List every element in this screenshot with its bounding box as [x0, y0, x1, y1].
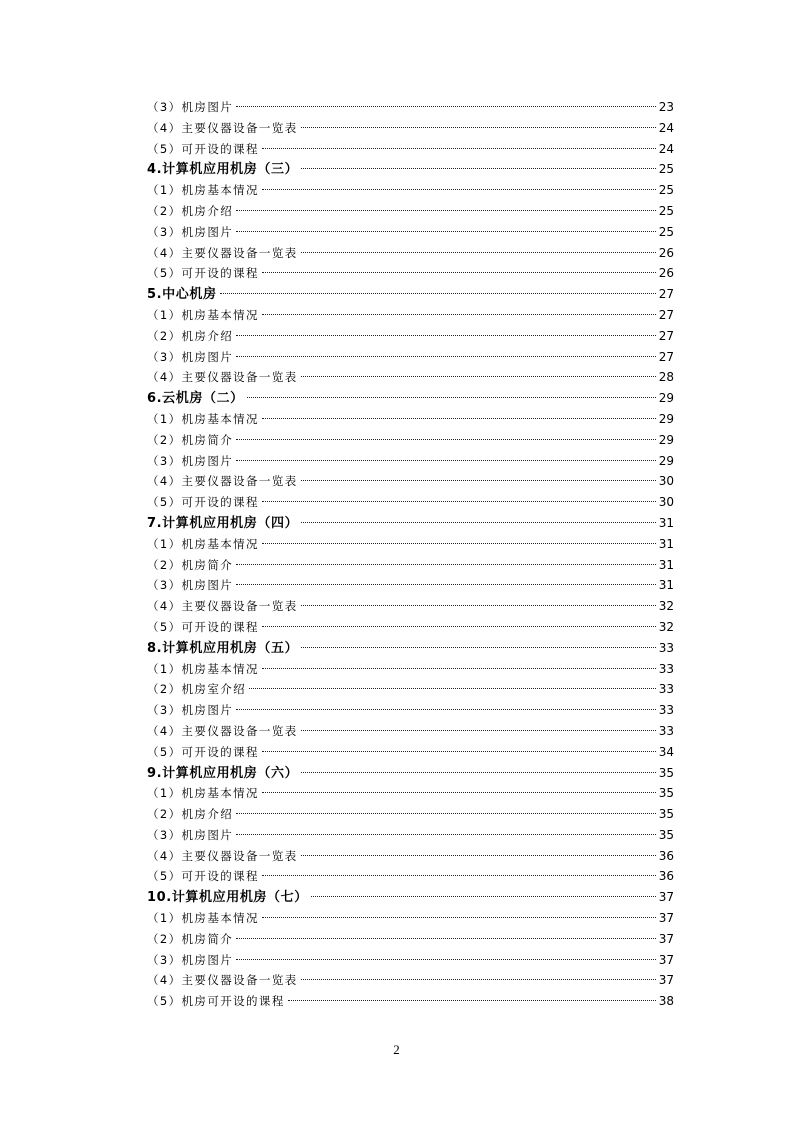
toc-entry-page-number: 31 — [658, 578, 674, 593]
toc-entry-page-number: 36 — [658, 848, 674, 863]
toc-subsection-entry[interactable] — [147, 222, 674, 243]
toc-dot-leader — [247, 397, 656, 398]
toc-entry-label: （5）可开设的课程 — [147, 744, 259, 759]
toc-entry-label: （3）机房图片 — [147, 827, 234, 842]
toc-entry-label: （3）机房图片 — [147, 703, 234, 718]
toc-entry-page-number: 27 — [658, 287, 674, 302]
toc-entry-label: （5）可开设的课程 — [147, 619, 259, 634]
toc-subsection-entry[interactable] — [147, 555, 674, 576]
toc-entry-page-number: 29 — [658, 432, 674, 447]
toc-dot-leader — [301, 522, 656, 523]
toc-entry-label: （4）主要仪器设备一览表 — [147, 599, 298, 614]
toc-entry-label: （1）机房基本情况 — [147, 411, 259, 426]
toc-dot-leader — [236, 813, 656, 814]
toc-entry-label: （2）机房简介 — [147, 557, 234, 572]
toc-dot-leader — [301, 855, 656, 856]
toc-dot-leader — [262, 501, 656, 502]
toc-section-entry[interactable] — [147, 388, 674, 409]
toc-entry-label: （3）机房图片 — [147, 100, 234, 114]
toc-dot-leader — [262, 314, 656, 315]
toc-entry-page-number: 35 — [658, 807, 674, 822]
toc-entry-label: 6.云机房（二） — [147, 391, 244, 407]
toc-subsection-entry[interactable] — [147, 929, 674, 950]
toc-entry-label: （3）机房图片 — [147, 578, 234, 593]
toc-entry-page-number: 29 — [658, 391, 674, 406]
toc-entry-label: （5）可开设的课程 — [147, 266, 259, 281]
toc-entry-label: （3）机房图片 — [147, 349, 234, 364]
toc-section-entry[interactable] — [147, 763, 674, 784]
toc-entry-page-number: 36 — [658, 869, 674, 884]
toc-subsection-entry[interactable] — [147, 991, 674, 1012]
page-number: 2 — [393, 1042, 400, 1057]
toc-entry-page-number: 32 — [658, 619, 674, 634]
toc-subsection-entry[interactable] — [147, 575, 674, 596]
toc-entry-page-number: 29 — [658, 411, 674, 426]
toc-entry-label: （4）主要仪器设备一览表 — [147, 723, 298, 738]
toc-entry-page-number: 33 — [658, 703, 674, 718]
toc-subsection-entry[interactable] — [147, 866, 674, 887]
toc-entry-page-number: 29 — [658, 453, 674, 468]
toc-dot-leader — [301, 772, 656, 773]
toc-dot-leader — [249, 688, 656, 689]
toc-subsection-entry[interactable] — [147, 908, 674, 929]
toc-entry-label: （5）可开设的课程 — [147, 869, 259, 884]
toc-entry-label: （3）机房图片 — [147, 952, 234, 967]
toc-subsection-entry[interactable] — [147, 263, 674, 284]
toc-entry-page-number: 37 — [658, 911, 674, 926]
toc-subsection-entry[interactable] — [147, 679, 674, 700]
toc-dot-leader — [262, 792, 656, 793]
toc-entry-page-number: 31 — [658, 557, 674, 572]
toc-entry-label: 9.计算机应用机房（六） — [147, 765, 299, 781]
toc-entry-page-number: 24 — [658, 141, 674, 156]
toc-entry-page-number: 37 — [658, 952, 674, 967]
toc-subsection-entry[interactable] — [147, 721, 674, 742]
toc-entry-label: （4）主要仪器设备一览表 — [147, 245, 298, 260]
toc-section-entry[interactable] — [147, 638, 674, 659]
toc-dot-leader — [236, 210, 656, 211]
toc-dot-leader — [236, 834, 656, 835]
toc-entry-label: 5.中心机房 — [147, 287, 217, 303]
toc-dot-leader — [262, 418, 656, 419]
toc-subsection-entry[interactable] — [147, 367, 674, 388]
toc-subsection-entry[interactable] — [147, 409, 674, 430]
toc-dot-leader — [262, 751, 656, 752]
toc-subsection-entry[interactable] — [147, 700, 674, 721]
toc-dot-leader — [236, 938, 656, 939]
toc-entry-page-number: 33 — [658, 723, 674, 738]
toc-dot-leader — [236, 231, 656, 232]
toc-subsection-entry[interactable] — [147, 783, 674, 804]
toc-subsection-entry[interactable] — [147, 305, 674, 326]
toc-subsection-entry[interactable] — [147, 347, 674, 368]
toc-entry-label: （1）机房基本情况 — [147, 911, 259, 926]
toc-dot-leader — [301, 480, 656, 481]
toc-section-entry[interactable] — [147, 284, 674, 305]
toc-entry-label: （2）机房简介 — [147, 432, 234, 447]
toc-entry-page-number: 27 — [658, 349, 674, 364]
toc-dot-leader — [262, 626, 656, 627]
toc-subsection-entry[interactable] — [147, 596, 674, 617]
toc-dot-leader — [262, 543, 656, 544]
toc-subsection-entry[interactable] — [147, 139, 674, 160]
toc-dot-leader — [236, 460, 656, 461]
toc-dot-leader — [301, 168, 656, 169]
toc-entry-label: （1）机房基本情况 — [147, 536, 259, 551]
toc-dot-leader — [236, 335, 656, 336]
toc-dot-leader — [220, 293, 656, 294]
toc-entry-page-number: 35 — [658, 765, 674, 780]
toc-section-entry[interactable] — [147, 513, 674, 534]
toc-entry-page-number: 25 — [658, 224, 674, 239]
toc-dot-leader — [301, 376, 656, 377]
toc-entry-page-number: 23 — [658, 100, 674, 114]
toc-entry-label: （4）主要仪器设备一览表 — [147, 370, 298, 385]
toc-entry-page-number: 31 — [658, 515, 674, 530]
toc-entry-page-number: 25 — [658, 162, 674, 177]
toc-dot-leader — [301, 605, 656, 606]
toc-entry-page-number: 30 — [658, 495, 674, 510]
toc-section-entry[interactable] — [147, 159, 674, 180]
toc-entry-page-number: 33 — [658, 661, 674, 676]
toc-entry-page-number: 35 — [658, 786, 674, 801]
toc-dot-leader — [262, 148, 656, 149]
toc-section-entry[interactable] — [147, 887, 674, 908]
toc-entry-page-number: 30 — [658, 474, 674, 489]
toc-dot-leader — [301, 647, 656, 648]
toc-dot-leader — [262, 668, 656, 669]
toc-subsection-entry[interactable] — [147, 201, 674, 222]
toc-dot-leader — [236, 709, 656, 710]
toc-dot-leader — [301, 127, 656, 128]
toc-subsection-entry[interactable] — [147, 118, 674, 139]
toc-entry-page-number: 35 — [658, 827, 674, 842]
toc-entry-label: （2）机房介绍 — [147, 203, 234, 218]
toc-dot-leader — [236, 106, 656, 107]
toc-entry-page-number: 31 — [658, 536, 674, 551]
toc-dot-leader — [262, 189, 656, 190]
toc-subsection-entry[interactable] — [147, 326, 674, 347]
toc-dot-leader — [262, 917, 656, 918]
toc-entry-page-number: 27 — [658, 307, 674, 322]
table-of-contents — [147, 97, 674, 1012]
toc-dot-leader — [236, 564, 656, 565]
toc-subsection-entry[interactable] — [147, 430, 674, 451]
toc-entry-label: （2）机房简介 — [147, 931, 234, 946]
toc-dot-leader — [301, 979, 656, 980]
toc-subsection-entry[interactable] — [147, 492, 674, 513]
toc-dot-leader — [236, 356, 656, 357]
toc-entry-label: （5）机房可开设的课程 — [147, 994, 285, 1009]
toc-entry-page-number: 24 — [658, 120, 674, 135]
toc-subsection-entry[interactable] — [147, 617, 674, 638]
toc-entry-page-number: 26 — [658, 245, 674, 260]
toc-dot-leader — [301, 252, 656, 253]
toc-dot-leader — [288, 1000, 656, 1001]
toc-dot-leader — [301, 730, 656, 731]
toc-entry-label: （4）主要仪器设备一览表 — [147, 474, 298, 489]
toc-entry-page-number: 37 — [658, 931, 674, 946]
toc-entry-label: （3）机房图片 — [147, 453, 234, 468]
toc-entry-page-number: 33 — [658, 682, 674, 697]
toc-entry-page-number: 37 — [658, 973, 674, 988]
toc-entry-page-number: 34 — [658, 744, 674, 759]
toc-subsection-entry[interactable] — [147, 804, 674, 825]
toc-dot-leader — [262, 875, 656, 876]
toc-entry-label: （2）机房室介绍 — [147, 682, 247, 697]
toc-subsection-entry[interactable] — [147, 825, 674, 846]
toc-entry-label: （1）机房基本情况 — [147, 786, 259, 801]
toc-entry-label: （4）主要仪器设备一览表 — [147, 120, 298, 135]
toc-subsection-entry[interactable] — [147, 243, 674, 264]
toc-subsection-entry[interactable] — [147, 471, 674, 492]
toc-dot-leader — [311, 896, 656, 897]
toc-dot-leader — [236, 959, 656, 960]
toc-entry-label: （1）机房基本情况 — [147, 183, 259, 198]
toc-dot-leader — [262, 272, 656, 273]
toc-entry-label: （5）可开设的课程 — [147, 495, 259, 510]
toc-entry-page-number: 28 — [658, 370, 674, 385]
toc-subsection-entry[interactable] — [147, 846, 674, 867]
toc-entry-page-number: 32 — [658, 599, 674, 614]
toc-dot-leader — [236, 584, 656, 585]
toc-entry-label: （1）机房基本情况 — [147, 307, 259, 322]
toc-entry-label: 10.计算机应用机房（七） — [147, 890, 308, 906]
toc-entry-page-number: 37 — [658, 890, 674, 905]
toc-subsection-entry[interactable] — [147, 742, 674, 763]
toc-entry-label: （4）主要仪器设备一览表 — [147, 973, 298, 988]
toc-entry-page-number: 33 — [658, 640, 674, 655]
toc-entry-label: （2）机房介绍 — [147, 328, 234, 343]
toc-entry-label: 7.计算机应用机房（四） — [147, 515, 299, 531]
toc-entry-page-number: 38 — [658, 994, 674, 1009]
toc-subsection-entry[interactable] — [147, 950, 674, 971]
toc-entry-label: （2）机房介绍 — [147, 807, 234, 822]
toc-subsection-entry[interactable] — [147, 659, 674, 680]
toc-dot-leader — [236, 439, 656, 440]
toc-entry-label: （5）可开设的课程 — [147, 141, 259, 156]
toc-entry-label: （1）机房基本情况 — [147, 661, 259, 676]
toc-entry-page-number: 27 — [658, 328, 674, 343]
toc-subsection-entry[interactable] — [147, 451, 674, 472]
toc-entry-label: （3）机房图片 — [147, 224, 234, 239]
toc-subsection-entry[interactable] — [147, 970, 674, 991]
toc-entry-page-number: 25 — [658, 183, 674, 198]
toc-entry-label: 8.计算机应用机房（五） — [147, 640, 299, 656]
toc-subsection-entry[interactable] — [147, 97, 674, 118]
toc-entry-label: 4.计算机应用机房（三） — [147, 162, 299, 178]
toc-entry-page-number: 25 — [658, 203, 674, 218]
toc-entry-page-number: 26 — [658, 266, 674, 281]
toc-entry-label: （4）主要仪器设备一览表 — [147, 848, 298, 863]
toc-subsection-entry[interactable] — [147, 534, 674, 555]
toc-subsection-entry[interactable] — [147, 180, 674, 201]
